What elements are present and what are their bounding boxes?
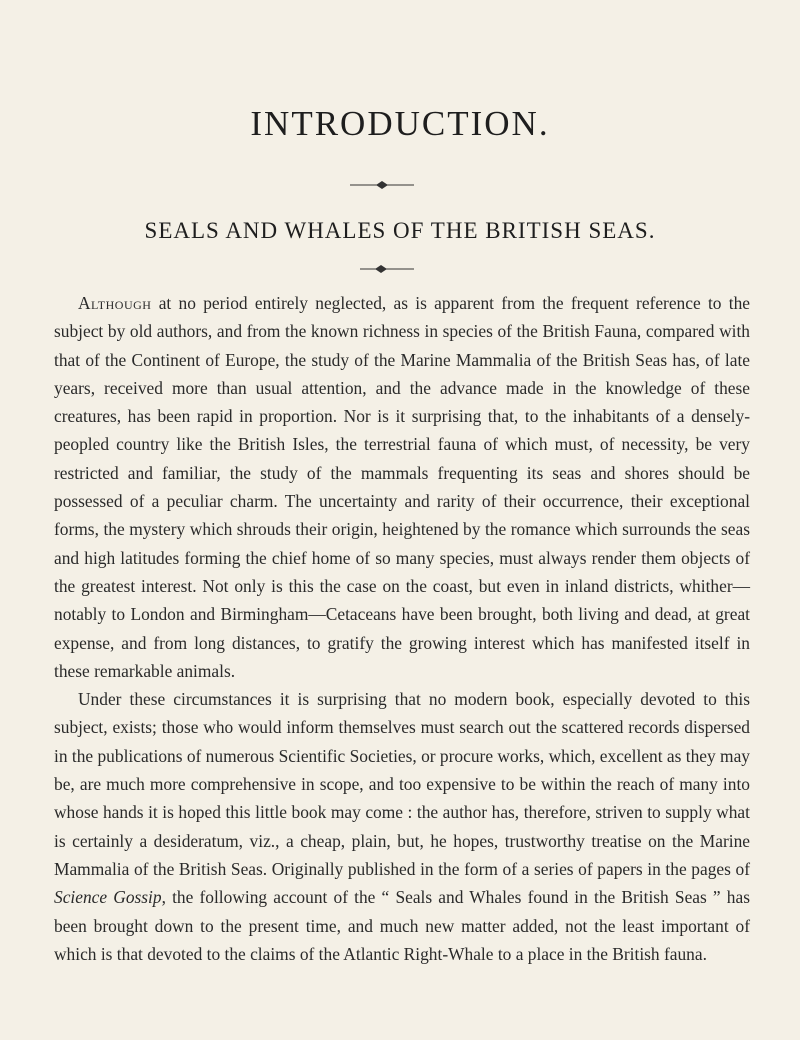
ornamental-divider-top [350,180,414,190]
lead-word: Although [78,293,152,313]
paragraph-1-text: at no period entirely neglected, as is apparent from the frequent reference to the subject by old authors, and from the known richness in species of the British Fauna, compared with that of the Continent of Europe, the study of the Marine Mammalia of the British Seas has, of late years, received more than usual attention, and the advance made in the knowledge of these creatures, has been rapid in proportion. Nor is it surprising that, to the inhabitants of a densely-peopled country like the British Isles, the terrestrial fauna of which must, of necessity, be very restricted and familiar, the study of the mammals frequenting its seas and shores should be possessed of a peculiar charm. The uncertainty and rarity of their occurrence, their exceptional forms, the mystery which shrouds their origin, heightened by the romance which surrounds the seas and high latitudes forming the chief home of so many species, must always render them objects of the greatest interest. Not only is this the case on the coast, but even in inland districts, whither—notably to London and Birmingham—Cetaceans have been brought, both living and dead, at great expense, and from long distances, to gratify the growing interest which has manifested itself in these remarkable animals. [54,293,750,681]
section-subtitle: SEALS AND WHALES OF THE BRITISH SEAS. [144,218,656,243]
paragraph-2-text-start: Under these circumstances it is surprising that no modern book, especially devoted to this subject, exists; those who would inform themselves must search out the scattered records dispersed in the publications of numerous Scientific Societies, or procure works, which, excellent as they may be, are much more comprehensive in scope, and too expensive to be within the reach of many into whose hands it is hoped this little book may come : the author has, therefore, striven to supply what is certainly a desideratum, viz., a cheap, plain, but, he hopes, trustworthy treatise on the Marine Mammalia of the British Seas. Originally published in the form of a series of papers in the pages of [54,689,750,879]
body-text [54,289,750,968]
journal-title: Science Gossip [54,887,162,908]
page-title: INTRODUCTION. [250,104,550,143]
ornamental-divider-bottom [360,264,414,274]
paragraph-2 [54,685,750,968]
paragraph-2-text-end: , the following account of the “ Seals and Whales found in the British Seas ” has been brought down to the present time, and much new matter added, not the least important of which is that devoted to the claims of the Atlantic Right-Whale to a place in the British fauna. [54,887,750,964]
paragraph-1 [54,289,750,685]
